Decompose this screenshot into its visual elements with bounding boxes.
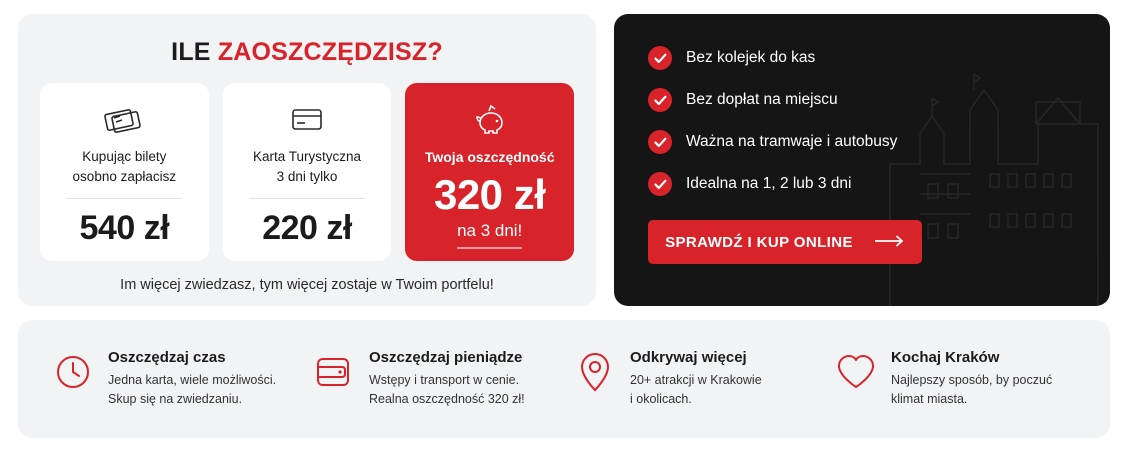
card-label-line1: Kupując bilety [82, 149, 167, 164]
card-icon [286, 99, 328, 139]
check-icon [648, 46, 672, 70]
feature-desc-line2: i okolicach. [630, 392, 692, 406]
savings-panel [18, 14, 596, 306]
feature-love-krakow [825, 349, 1086, 409]
savings-cards [40, 83, 574, 261]
check-icon [648, 172, 672, 196]
card-label [425, 147, 555, 167]
buy-online-button[interactable] [648, 220, 922, 264]
feature-title: Oszczędzaj czas [108, 349, 226, 367]
feature-desc-line1: Wstępy i transport w cenie. [369, 373, 520, 388]
card-your-savings [405, 83, 574, 261]
feature-title: Odkrywaj więcej [630, 349, 747, 367]
feature-desc-line1: Jedna karta, wiele możliwości. [108, 373, 277, 388]
card-tourist-card [223, 83, 392, 261]
card-label [73, 147, 177, 186]
savings-title-plain: ILE [171, 38, 218, 66]
benefit-label: Bez kolejek do kas [686, 49, 816, 66]
card-label-line1: Twoja oszczędność [424, 149, 555, 165]
feature-desc-line1: Najlepszy sposób, by poczuć [891, 373, 1053, 388]
savings-footer-text: Im więcej zwiedzasz, tym więcej zostaje w Twoim portfelu! [120, 277, 494, 294]
features-bar [18, 320, 1110, 438]
clock-icon [52, 351, 94, 393]
benefit-label: Bez dopłat na miejscu [686, 91, 838, 108]
card-label [253, 147, 361, 186]
feature-discover-more [564, 349, 825, 409]
list-item [648, 88, 1076, 112]
card-sublabel: na 3 dni! [457, 221, 522, 249]
benefit-label: Ważna na tramwaje i autobusy [686, 133, 898, 150]
wallet-icon [313, 351, 355, 393]
arrow-right-icon [875, 234, 905, 251]
buy-online-label: SPRAWDŹ I KUP ONLINE [665, 233, 853, 251]
card-amount: 540 zł [79, 209, 170, 248]
feature-title: Oszczędzaj pieniądze [369, 349, 523, 367]
card-divider [66, 198, 182, 199]
card-amount: 320 zł [433, 171, 546, 219]
feature-desc-line2: Realna oszczędność 320 zł! [369, 392, 525, 406]
feature-desc-line1: 20+ atrakcji w Krakowie [630, 373, 762, 388]
feature-save-money [303, 349, 564, 409]
feature-desc-line2: Skup się na zwiedzaniu. [108, 392, 243, 406]
feature-title: Kochaj Kraków [891, 349, 1000, 367]
benefit-label: Idealna na 1, 2 lub 3 dni [686, 175, 852, 192]
piggy-bank-icon [468, 99, 512, 139]
benefit-list [648, 46, 1076, 196]
feature-save-time [42, 349, 303, 409]
card-label-line2: 3 dni tylko [276, 168, 338, 184]
check-icon [648, 130, 672, 154]
card-amount: 220 zł [262, 209, 352, 248]
benefits-panel [614, 14, 1110, 306]
feature-description [108, 371, 276, 409]
card-separate-tickets [40, 83, 209, 261]
feature-description [630, 371, 762, 409]
feature-desc-line2: klimat miasta. [891, 392, 968, 406]
top-row [18, 14, 1110, 306]
list-item [648, 172, 1076, 196]
card-label-line1: Karta Turystyczna [252, 149, 362, 164]
tickets-icon [102, 99, 146, 139]
feature-description [369, 371, 525, 409]
savings-title-accent: ZAOSZCZĘDZISZ? [217, 38, 443, 66]
card-label-line2: osobno zapłacisz [72, 168, 177, 184]
savings-title [40, 38, 574, 67]
card-divider [249, 198, 365, 199]
check-icon [648, 88, 672, 112]
list-item [648, 46, 1076, 70]
map-pin-icon [574, 351, 616, 393]
feature-description [891, 371, 1052, 409]
heart-icon [835, 351, 877, 393]
list-item [648, 130, 1076, 154]
